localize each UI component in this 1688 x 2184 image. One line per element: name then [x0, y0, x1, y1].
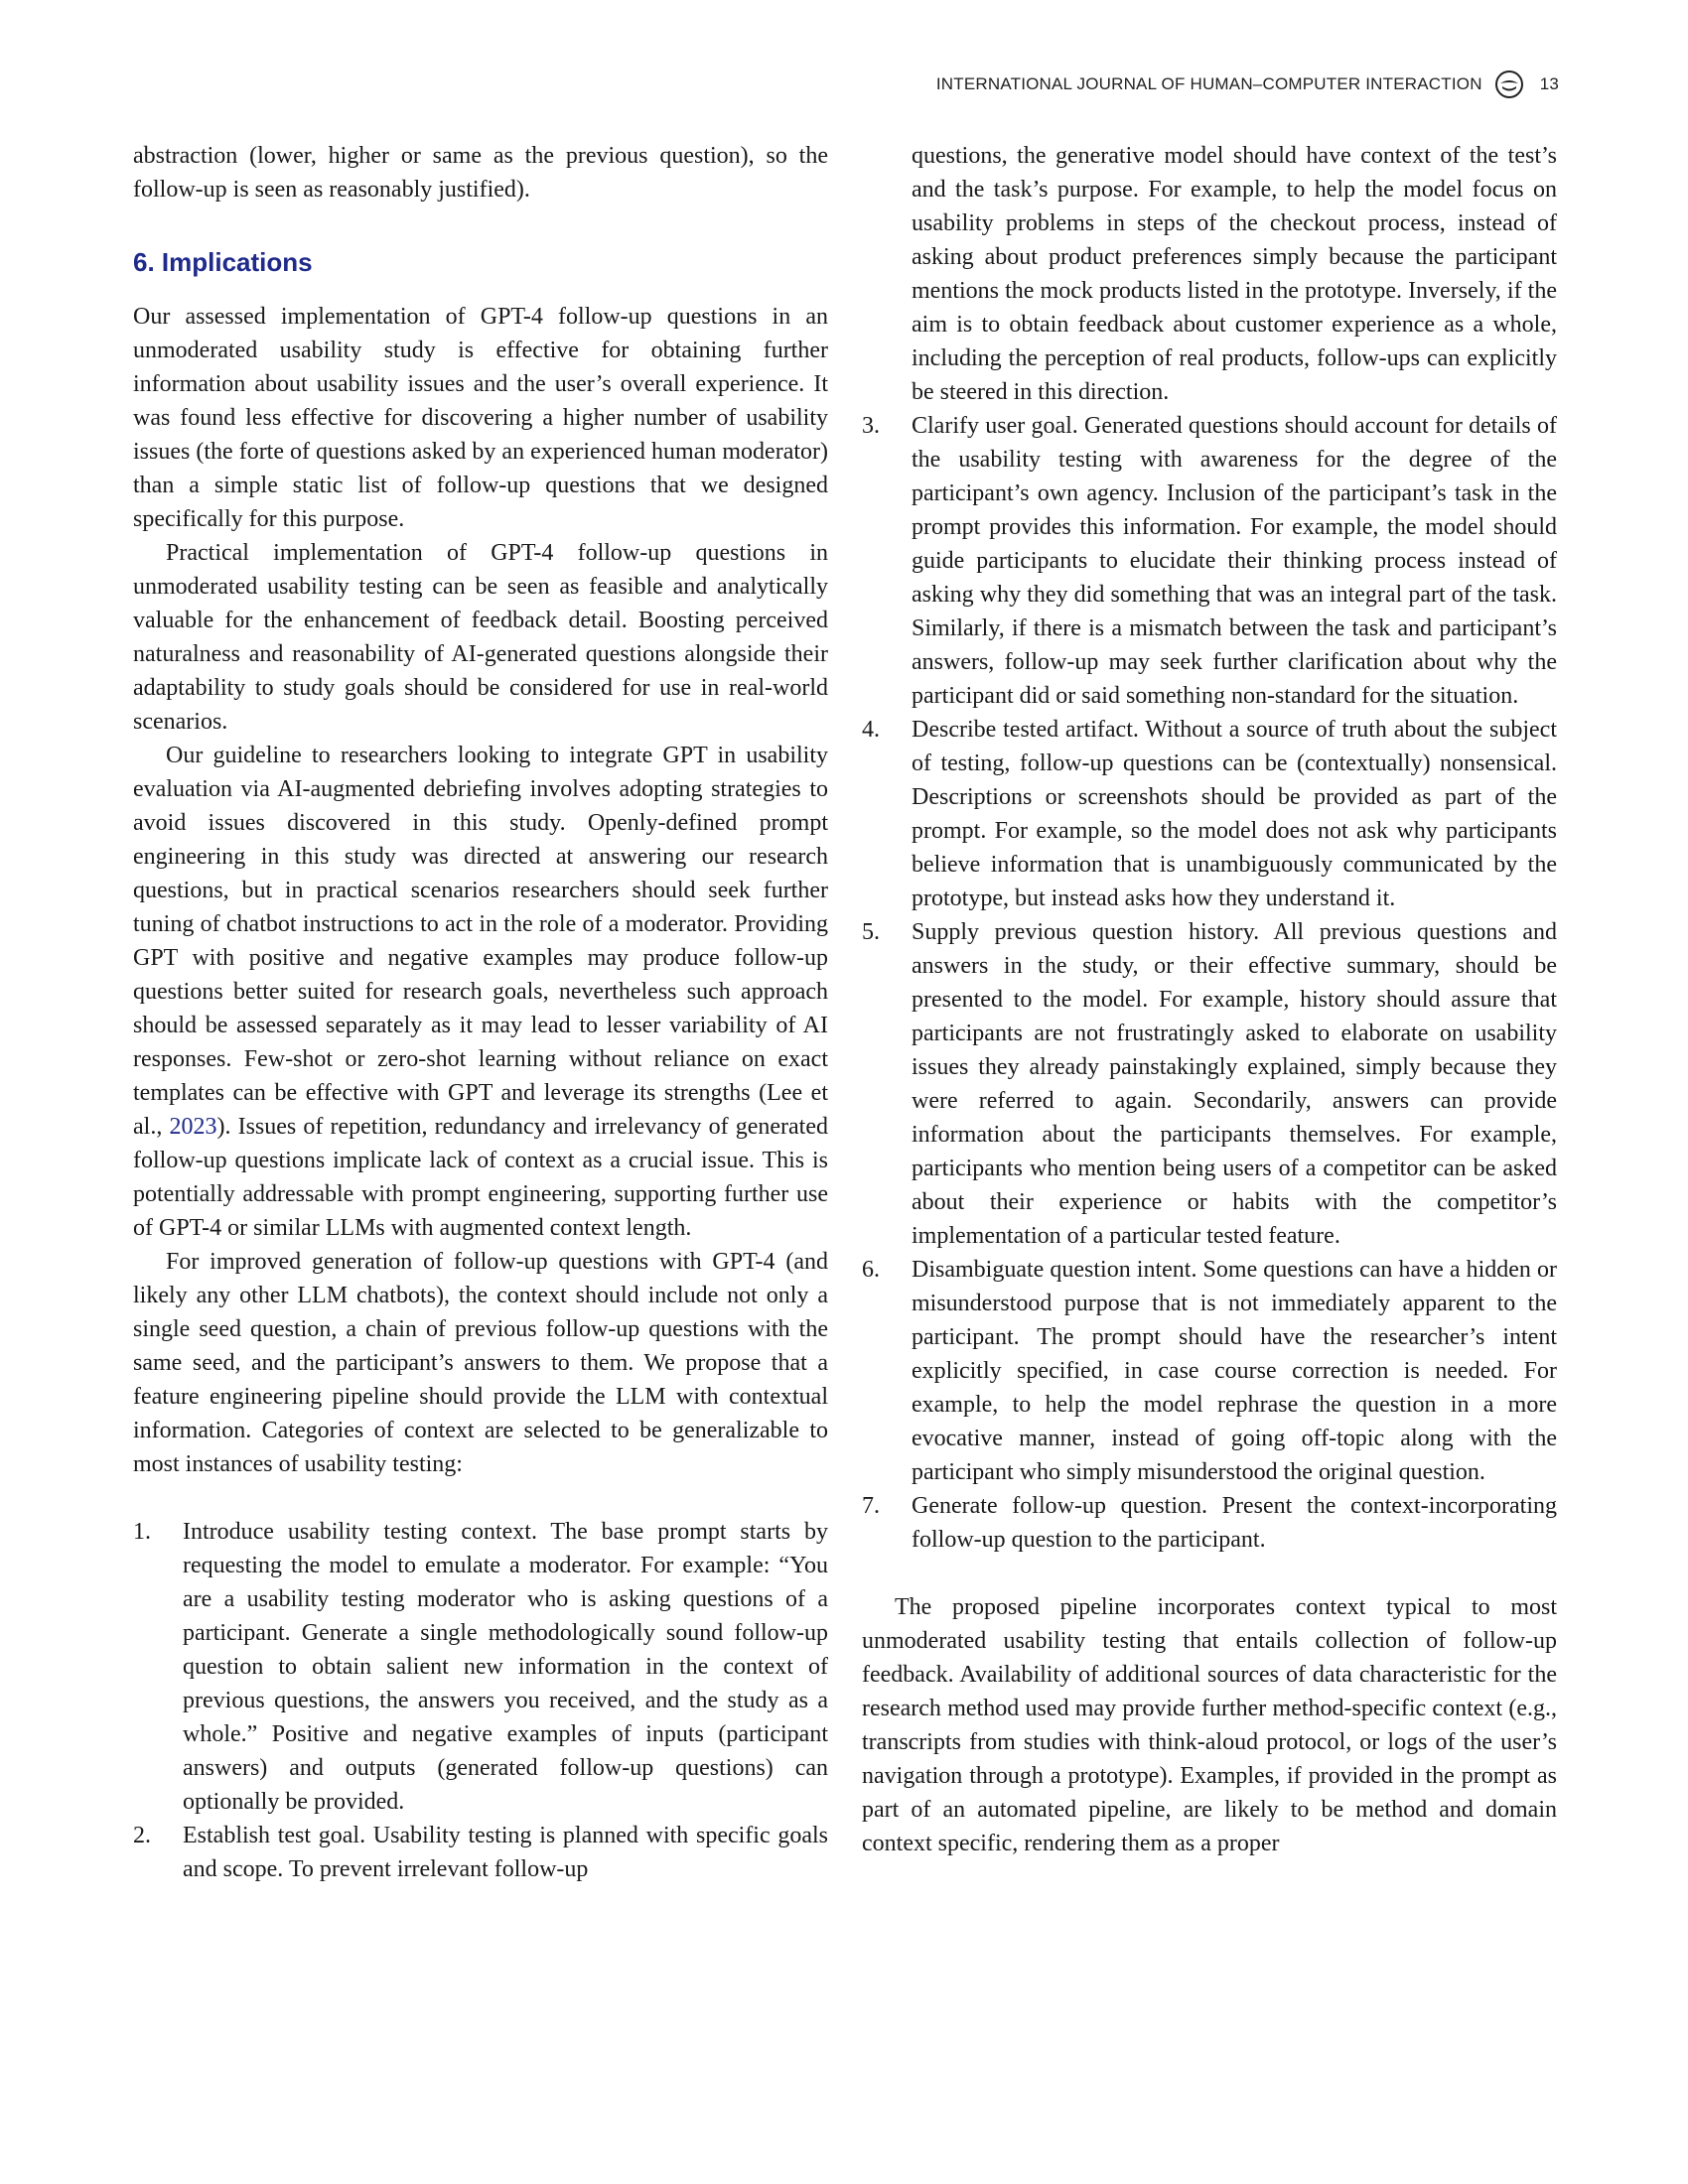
list-item-continuation: [862, 139, 1557, 409]
paragraph-text: Our guideline to researchers looking to integrate GPT in usability evaluation via AI-augmented debriefing involves adopting strategies to avoid issues discovered in this study. Openly-defined prompt engineering in this study was directed at answering our research questions, but in practical scenarios researchers should seek further tuning of chatbot instructions to act in the role of a moderator. Providing GPT with positive and negative examples may produce follow-up questions better suited for research goals, nevertheless such approach should be assessed separately as it may lead to lesser variability of AI responses. Few-shot or zero-shot learning without reliance on exact templates can be effective with GPT and leverage its strengths (Lee et al.,: [133, 743, 828, 1140]
list-item: [862, 409, 1557, 713]
list-item-text: Introduce usability testing context. The base prompt starts by requesting the model to emulate a moderator. For example: “You are a usability testing moderator who is asking questions of a participant. Generate a single methodologically sound follow-up question to obtain salient new information in the context of previous questions, the answers you received, and the study as a whole.” Positive and negative examples of inputs (participant answers) and outputs (generated follow-up questions) can optionally be provided.: [183, 1519, 828, 1815]
list-item-text: Establish test goal. Usability testing is planned with specific goals and scope. To prevent irrelevant follow-up: [183, 1823, 828, 1882]
list-item: [862, 713, 1557, 915]
list-item-text: Clarify user goal. Generated questions should account for details of the usability testing with awareness for the degree of the participant’s own agency. Inclusion of the participant’s task in the prompt provides this information. For example, the model should guide participants to elucidate their thinking process instead of asking why they did something that was an integral part of the task. Similarly, if there is a mismatch between the task and participant’s answers, follow-up may seek further clarification about why the participant did or said something non-standard for the situation.: [912, 413, 1557, 709]
guidelines-list: [133, 1515, 828, 1886]
list-number: 6.: [862, 1257, 880, 1283]
list-item: [862, 915, 1557, 1253]
page-number: 13: [1539, 74, 1559, 93]
paragraph: Our assessed implementation of GPT-4 follow-up questions in an unmoderated usability study is effective for obtaining further information about usability issues and the user’s overall experience. It was found less effective for discovering a higher number of usability issues (the forte of questions asked by an experienced human moderator) than a simple static list of follow-up questions that we designed specifically for this purpose.: [133, 304, 828, 532]
list-item: [133, 1819, 828, 1886]
paragraph: For improved generation of follow-up questions with GPT-4 (and likely any other LLM chatbots), the context should include not only a single seed question, a chain of previous follow-up questions with the same seed, and the participant’s answers to them. We propose that a feature engineering pipeline should provide the LLM with contextual information. Categories of context are selected to be generalizable to most instances of usability testing:: [133, 1249, 828, 1477]
paragraph: Practical implementation of GPT-4 follow-up questions in unmoderated usability testing can be seen as feasible and analytically valuable for the enhancement of feedback detail. Boosting perceived naturalness and reasonability of AI-generated questions alongside their adaptability to study goals should be considered for use in real-world scenarios.: [133, 540, 828, 735]
list-item-text: Supply previous question history. All previous questions and answers in the study, or their effective summary, should be presented to the model. For example, history should assure that participants are not frustratingly asked to elaborate on usability issues they already painstakingly explained, simply because they were referred to again. Secondarily, answers can provide information about the participants themselves. For example, participants who mention being users of a competitor can be asked about their experience or habits with the competitor’s implementation of a particular tested feature.: [912, 919, 1557, 1249]
list-number: 3.: [862, 413, 880, 439]
list-item-text: questions, the generative model should have context of the test’s and the task’s purpose. For example, to help the model focus on usability problems in steps of the checkout process, instead of asking about product preferences simply because the participant mentions the mock products listed in the prototype. Inversely, if the aim is to obtain feedback about customer experience as a whole, including the perception of real products, follow-ups can explicitly be steered in this direction.: [912, 143, 1557, 405]
citation-link[interactable]: 2023: [169, 1114, 217, 1140]
list-number: 2.: [133, 1823, 151, 1848]
journal-title: INTERNATIONAL JOURNAL OF HUMAN–COMPUTER INTERACTION: [935, 74, 1482, 93]
paragraph-text: ). Issues of repetition, redundancy and irrelevancy of generated follow-up questions implicate lack of context as a crucial issue. This is potentially addressable with prompt engineering, supporting further use of GPT-4 or similar LLMs with augmented context length.: [133, 1114, 828, 1241]
left-column: [133, 139, 828, 1886]
paragraph-with-citation: [133, 739, 828, 1245]
list-item: [133, 1515, 828, 1819]
list-item: [862, 1253, 1557, 1489]
list-item-text: Generate follow-up question. Present the context-incorporating follow-up question to the participant.: [912, 1493, 1557, 1553]
section-heading: 6. Implications: [133, 247, 313, 277]
list-number: 4.: [862, 717, 880, 743]
journal-logo-icon: [1494, 69, 1524, 99]
list-number: 5.: [862, 919, 880, 945]
paragraph: The proposed pipeline incorporates context typical to most unmoderated usability testing that entails collection of follow-up feedback. Availability of additional sources of data characteristic for the research method used may provide further method-specific context (e.g., transcripts from studies with think-aloud protocol, or logs of the user’s navigation through a prototype). Examples, if provided in the prompt as part of an automated pipeline, are likely to be method and domain context specific, rendering them as a proper: [862, 1594, 1557, 1856]
list-item: [862, 1489, 1557, 1557]
list-number: 1.: [133, 1519, 151, 1545]
guidelines-list-continued: [862, 139, 1557, 1557]
running-head: [936, 69, 1559, 99]
right-column: [862, 139, 1557, 1860]
list-item-text: Describe tested artifact. Without a source of truth about the subject of testing, follow-up questions can be (contextually) nonsensical. Descriptions or screenshots should be provided as part of the prompt. For example, so the model does not ask why participants believe information that is unambiguously communicated by the prototype, but instead asks how they understand it.: [912, 717, 1557, 911]
carryover-paragraph: abstraction (lower, higher or same as the previous question), so the follow-up is seen as reasonably justified).: [133, 143, 828, 203]
list-item-text: Disambiguate question intent. Some questions can have a hidden or misunderstood purpose that is not immediately apparent to the participant. The prompt should have the researcher’s intent explicitly specified, in case course correction is needed. For example, to help the model rephrase the question in a more evocative manner, instead of going off-topic along with the participant who simply misunderstood the original question.: [912, 1257, 1557, 1485]
list-number: 7.: [862, 1493, 880, 1519]
